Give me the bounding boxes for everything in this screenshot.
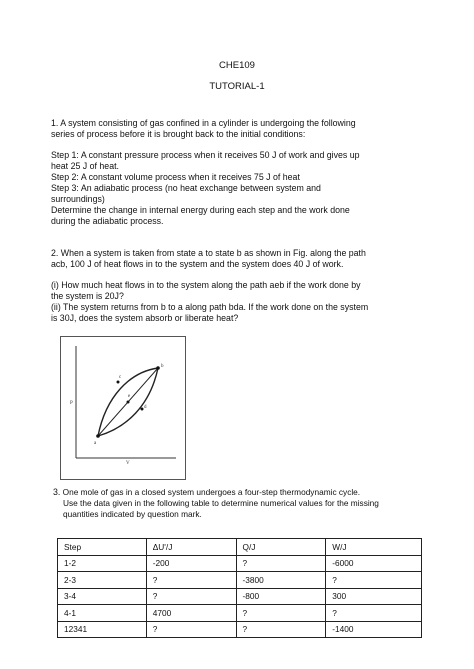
table-cell: ?	[146, 621, 236, 638]
table-cell: 300	[326, 588, 422, 605]
table-cell: -6000	[326, 555, 422, 572]
table-row	[58, 555, 422, 572]
table-cell: ?	[236, 605, 326, 622]
q2-ii-line2: is 30J, does the system absorb or liberate heat?	[51, 313, 239, 323]
q3-line3: quantities indicated by question mark.	[63, 509, 202, 519]
table-cell: ?	[326, 605, 422, 622]
q1-step1a: Step 1: A constant pressure process when it receives 50 J of work and gives up	[51, 150, 360, 160]
label-b: b	[161, 364, 164, 369]
label-e: e	[128, 394, 131, 399]
header-w: W/J	[326, 539, 422, 556]
table-cell: ?	[236, 555, 326, 572]
q3-line1	[53, 487, 360, 497]
q2-i-line1: (i) How much heat flows in to the system along the path aeb if the work done by	[51, 280, 361, 290]
q2-i-line2: the system is 20J?	[51, 291, 124, 301]
q3-line2: Use the data given in the following table to determine numerical values for the missing	[63, 498, 379, 508]
label-c: c	[119, 375, 122, 380]
q1-step1b: heat 25 J of heat.	[51, 161, 119, 171]
y-axis-label: P	[70, 401, 73, 406]
q3-line1-text: One mole of gas in a closed system undergoes a four-step thermodynamic cycle.	[62, 487, 361, 497]
table-cell: 12341	[58, 621, 147, 638]
q1-ask1: Determine the change in internal energy during each step and the work done	[51, 205, 350, 215]
table-cell: 4-1	[58, 605, 147, 622]
point-c	[117, 381, 120, 384]
q1-line2: series of process before it is brought back to the initial conditions:	[51, 129, 306, 139]
header-step: Step	[58, 539, 147, 556]
point-a	[96, 434, 100, 438]
table-cell: ?	[326, 572, 422, 589]
pv-diagram	[60, 336, 186, 480]
table-row	[58, 605, 422, 622]
table-cell: 3-4	[58, 588, 147, 605]
table-cell: 1-2	[58, 555, 147, 572]
table-row	[58, 588, 422, 605]
table-cell: -200	[146, 555, 236, 572]
table-cell: ?	[146, 588, 236, 605]
label-d: d	[144, 405, 147, 410]
label-a: a	[94, 441, 97, 446]
q1-step2: Step 2: A constant volume process when it receives 75 J of heat	[51, 172, 300, 182]
q1-step3b: surroundings)	[51, 194, 105, 204]
table-header-row	[58, 539, 422, 556]
table-cell: ?	[236, 621, 326, 638]
cycle-table	[57, 538, 422, 638]
table-row	[58, 621, 422, 638]
table-cell: 4700	[146, 605, 236, 622]
q1-line1: 1. A system consisting of gas confined in a cylinder is undergoing the following	[51, 118, 356, 128]
table-row	[58, 572, 422, 589]
course-code: CHE109	[219, 60, 255, 71]
point-b	[156, 366, 160, 370]
point-e	[127, 401, 130, 404]
q2-line2: acb, 100 J of heat flows in to the system and the system does 40 J of work.	[51, 259, 344, 269]
table-cell: -800	[236, 588, 326, 605]
q2-line1: 2. When a system is taken from state a to state b as shown in Fig. along the path	[51, 248, 366, 258]
tutorial-title: TUTORIAL-1	[209, 81, 265, 92]
table-cell: 2-3	[58, 572, 147, 589]
q1-step3a: Step 3: An adiabatic process (no heat exchange between system and	[51, 183, 321, 193]
header-q: Q/J	[236, 539, 326, 556]
q1-ask2: during the adiabatic process.	[51, 216, 164, 226]
table-cell: -1400	[326, 621, 422, 638]
x-axis-label: V	[126, 461, 130, 466]
q2-ii-line1: (ii) The system returns from b to a along path bda. If the work done on the system	[51, 302, 369, 312]
header-delta-u: ΔU'/J	[146, 539, 236, 556]
table-cell: -3800	[236, 572, 326, 589]
table-cell: ?	[146, 572, 236, 589]
q3-number: 3.	[53, 487, 61, 497]
